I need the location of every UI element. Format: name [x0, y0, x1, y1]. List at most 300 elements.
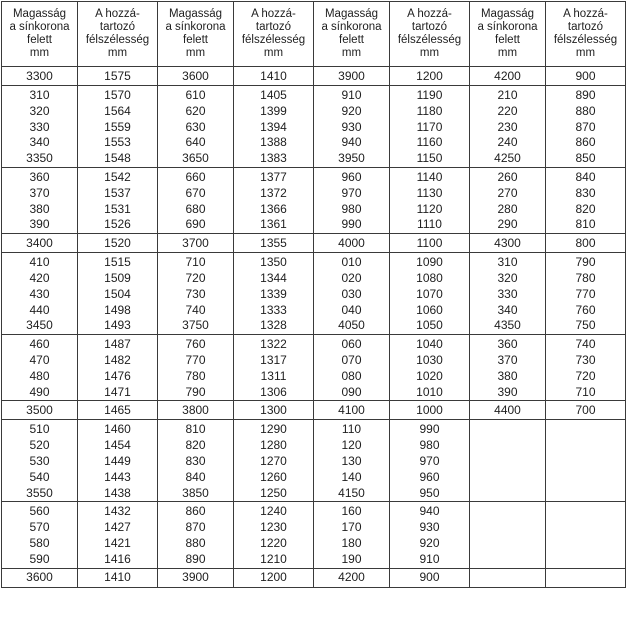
half-width-cell — [234, 234, 314, 253]
height-cell — [470, 67, 546, 86]
cell-value: 740 — [185, 302, 206, 317]
height-cell — [158, 234, 234, 253]
header-line: mm — [575, 47, 596, 59]
height-cell — [2, 401, 78, 420]
header-row — [2, 2, 626, 67]
table-row-group — [2, 502, 626, 568]
cell-value: 380 — [29, 201, 50, 216]
cell-value: 1010 — [416, 384, 443, 399]
cell-value: 580 — [29, 535, 50, 550]
cell-value: 520 — [29, 438, 50, 453]
cell-value: 1509 — [104, 270, 131, 285]
cell-value: 3800 — [182, 402, 209, 417]
cell-value: 900 — [419, 570, 440, 585]
cell-value: 4400 — [494, 402, 521, 417]
half-width-cell — [390, 167, 470, 233]
header-line: a sínkorona — [477, 21, 538, 33]
cell-value: 3850 — [182, 485, 209, 500]
height-cell — [470, 401, 546, 420]
cell-value: 960 — [419, 469, 440, 484]
table-row-group — [2, 335, 626, 401]
half-width-cell — [78, 234, 158, 253]
cell-value: 130 — [341, 453, 362, 468]
cell-value: 1438 — [104, 485, 131, 500]
header-line: a sínkorona — [9, 21, 70, 33]
cell-value: 160 — [341, 504, 362, 519]
cell-value: 830 — [185, 453, 206, 468]
cell-value: 990 — [419, 422, 440, 437]
header-line: Magasság — [324, 8, 379, 20]
cell-value: 230 — [497, 119, 518, 134]
cell-value: 1140 — [416, 169, 443, 184]
height-cell — [158, 420, 234, 502]
cell-value: 3900 — [182, 570, 209, 585]
cell-value: 830 — [575, 185, 596, 200]
cell-value: 1575 — [104, 68, 131, 83]
cell-value: 370 — [29, 185, 50, 200]
header-line: A hozzá- — [95, 8, 140, 20]
cell-value: 3400 — [26, 235, 53, 250]
cell-value: 970 — [341, 185, 362, 200]
height-cell — [470, 167, 546, 233]
cell-value: 940 — [419, 504, 440, 519]
cell-value: 4250 — [494, 151, 521, 166]
cell-value: 390 — [497, 384, 518, 399]
half-width-cell — [234, 86, 314, 168]
cell-value: 340 — [497, 302, 518, 317]
half-width-cell — [234, 502, 314, 568]
height-cell — [2, 234, 78, 253]
cell-value: 880 — [185, 535, 206, 550]
cell-value: 1300 — [260, 402, 287, 417]
cell-value: 1030 — [416, 352, 443, 367]
table-row-group — [2, 86, 626, 168]
cell-value: 720 — [185, 270, 206, 285]
header-line: tartozó — [99, 21, 136, 33]
table-row-milestone — [2, 67, 626, 86]
cell-value: 620 — [185, 103, 206, 118]
half-width-cell — [78, 67, 158, 86]
header-line: a sínkorona — [321, 21, 382, 33]
cell-value: 710 — [575, 384, 596, 399]
half-width-cell — [234, 568, 314, 587]
cell-value: 1388 — [260, 135, 287, 150]
cell-value: 920 — [341, 103, 362, 118]
cell-value: 170 — [341, 520, 362, 535]
cell-value: 3650 — [182, 151, 209, 166]
cell-value: 1421 — [104, 535, 131, 550]
cell-value: 010 — [341, 255, 362, 270]
header-line: A hozzá- — [563, 8, 608, 20]
cell-value: 1090 — [416, 255, 443, 270]
half-width-cell — [234, 167, 314, 233]
cell-value: 870 — [185, 520, 206, 535]
half-width-cell — [546, 86, 626, 168]
height-cell — [2, 86, 78, 168]
cell-value: 1333 — [260, 302, 287, 317]
cell-value: 1160 — [416, 135, 443, 150]
cell-value: 1180 — [416, 103, 443, 118]
cell-value: 1476 — [104, 368, 131, 383]
half-width-cell — [390, 335, 470, 401]
cell-value: 1460 — [104, 422, 131, 437]
cell-value: 140 — [341, 469, 362, 484]
cell-value: 090 — [341, 384, 362, 399]
half-width-cell — [78, 401, 158, 420]
cell-value: 1000 — [416, 402, 443, 417]
table-row-group — [2, 253, 626, 335]
cell-value: 910 — [341, 88, 362, 102]
cell-value: 3600 — [26, 570, 53, 585]
cell-value: 900 — [575, 68, 596, 83]
cell-value: 1280 — [260, 438, 287, 453]
half-width-cell — [546, 568, 626, 587]
header-half-width — [234, 2, 314, 67]
header-line: a sínkorona — [165, 21, 226, 33]
cell-value: 210 — [497, 88, 518, 102]
cell-value: 310 — [497, 255, 518, 270]
cell-value: 1311 — [260, 368, 287, 383]
table-row-group — [2, 420, 626, 502]
cell-value: 310 — [29, 88, 50, 102]
cell-value: 330 — [29, 119, 50, 134]
header-line: Magasság — [12, 8, 67, 20]
header-line: felett — [183, 34, 208, 46]
height-cell — [158, 86, 234, 168]
cell-value: 1361 — [260, 217, 287, 232]
cell-value: 930 — [341, 119, 362, 134]
cell-value: 1504 — [104, 286, 131, 301]
cell-value: 760 — [575, 302, 596, 317]
cell-value: 040 — [341, 302, 362, 317]
cell-value: 360 — [497, 337, 518, 352]
cell-value: 320 — [497, 270, 518, 285]
cell-value: 690 — [185, 217, 206, 232]
header-line: tartozó — [255, 21, 292, 33]
half-width-cell — [78, 253, 158, 335]
half-width-cell — [546, 67, 626, 86]
half-width-cell — [546, 167, 626, 233]
cell-value: 1060 — [416, 302, 443, 317]
header-line: mm — [263, 47, 284, 59]
cell-value: 1520 — [104, 235, 131, 250]
cell-value: 1200 — [416, 68, 443, 83]
cell-value: 4100 — [338, 402, 365, 417]
table-row-milestone — [2, 234, 626, 253]
height-cell — [314, 401, 390, 420]
cell-value: 340 — [29, 135, 50, 150]
cell-value: 850 — [575, 151, 596, 166]
cell-value: 710 — [185, 255, 206, 270]
header-line: felett — [27, 34, 52, 46]
half-width-cell — [546, 253, 626, 335]
height-cell — [2, 568, 78, 587]
cell-value: 1100 — [416, 235, 443, 250]
height-cell — [470, 234, 546, 253]
height-cell — [314, 86, 390, 168]
header-height — [158, 2, 234, 67]
cell-value: 510 — [29, 422, 50, 437]
cell-value: 3700 — [182, 235, 209, 250]
cell-value: 1355 — [260, 235, 287, 250]
cell-value: 1515 — [104, 255, 131, 270]
cell-value: 3600 — [182, 68, 209, 83]
cell-value: 1110 — [417, 217, 442, 232]
cell-value: 860 — [575, 135, 596, 150]
cell-value: 3350 — [26, 151, 53, 166]
cell-value: 4350 — [494, 318, 521, 333]
header-half-width — [78, 2, 158, 67]
height-cell — [314, 420, 390, 502]
cell-value: 470 — [29, 352, 50, 367]
cell-value: 330 — [497, 286, 518, 301]
cell-value: 3900 — [338, 68, 365, 83]
height-cell — [314, 568, 390, 587]
cell-value: 1383 — [260, 151, 287, 166]
cell-value: 1290 — [260, 422, 287, 437]
cell-value: 860 — [185, 504, 206, 519]
half-width-cell — [234, 253, 314, 335]
cell-value: 1328 — [260, 318, 287, 333]
half-width-cell — [546, 335, 626, 401]
half-width-cell — [78, 420, 158, 502]
half-width-cell — [390, 86, 470, 168]
cell-value: 1570 — [104, 88, 131, 102]
cell-value: 1190 — [416, 88, 443, 102]
cell-value: 1306 — [260, 384, 287, 399]
cell-value: 220 — [497, 103, 518, 118]
height-cell — [314, 335, 390, 401]
cell-value: 980 — [341, 201, 362, 216]
cell-value: 3750 — [182, 318, 209, 333]
cell-value: 1416 — [104, 551, 131, 566]
cell-value: 120 — [341, 438, 362, 453]
height-cell — [470, 568, 546, 587]
cell-value: 910 — [419, 551, 440, 566]
clearance-table — [1, 1, 626, 588]
half-width-cell — [78, 502, 158, 568]
cell-value: 080 — [341, 368, 362, 383]
cell-value: 1150 — [416, 151, 443, 166]
height-cell — [314, 502, 390, 568]
cell-value: 770 — [575, 286, 596, 301]
height-cell — [158, 167, 234, 233]
cell-value: 720 — [575, 368, 596, 383]
cell-value: 060 — [341, 337, 362, 352]
half-width-cell — [546, 234, 626, 253]
cell-value: 4000 — [338, 235, 365, 250]
cell-value: 1130 — [416, 185, 443, 200]
cell-value: 420 — [29, 270, 50, 285]
cell-value: 1250 — [260, 485, 287, 500]
cell-value: 780 — [185, 368, 206, 383]
cell-value: 1553 — [104, 135, 131, 150]
cell-value: 610 — [185, 88, 206, 102]
cell-value: 3300 — [26, 68, 53, 83]
half-width-cell — [234, 67, 314, 86]
header-line: mm — [419, 47, 440, 59]
height-cell — [158, 401, 234, 420]
header-line: tartozó — [411, 21, 448, 33]
half-width-cell — [390, 420, 470, 502]
cell-value: 360 — [29, 169, 50, 184]
header-line: Magasság — [168, 8, 223, 20]
cell-value: 810 — [185, 422, 206, 437]
cell-value: 4200 — [494, 68, 521, 83]
cell-value: 700 — [575, 402, 596, 417]
half-width-cell — [234, 335, 314, 401]
cell-value: 1427 — [104, 520, 131, 535]
cell-value: 1260 — [260, 469, 287, 484]
cell-value: 1454 — [104, 438, 131, 453]
cell-value: 750 — [575, 318, 596, 333]
cell-value: 020 — [341, 270, 362, 285]
cell-value: 820 — [575, 201, 596, 216]
header-line: mm — [107, 47, 128, 59]
header-line: A hozzá- — [251, 8, 296, 20]
height-cell — [470, 335, 546, 401]
cell-value: 1344 — [260, 270, 287, 285]
header-line: mm — [341, 47, 362, 59]
table-row-milestone — [2, 401, 626, 420]
header-height — [2, 2, 78, 67]
cell-value: 770 — [185, 352, 206, 367]
cell-value: 840 — [575, 169, 596, 184]
cell-value: 1050 — [416, 318, 443, 333]
cell-value: 4200 — [338, 570, 365, 585]
cell-value: 980 — [419, 438, 440, 453]
cell-value: 110 — [341, 422, 362, 437]
header-line: félszélesség — [397, 34, 462, 46]
cell-value: 1240 — [260, 504, 287, 519]
header-line: félszélesség — [241, 34, 306, 46]
cell-value: 590 — [29, 551, 50, 566]
cell-value: 660 — [185, 169, 206, 184]
height-cell — [158, 67, 234, 86]
cell-value: 4050 — [338, 318, 365, 333]
height-cell — [470, 502, 546, 568]
cell-value: 1487 — [104, 337, 131, 352]
half-width-cell — [546, 401, 626, 420]
cell-value: 1531 — [104, 201, 131, 216]
cell-value: 1366 — [260, 201, 287, 216]
cell-value: 480 — [29, 368, 50, 383]
cell-value: 1405 — [260, 88, 287, 102]
cell-value: 1220 — [260, 535, 287, 550]
cell-value: 190 — [341, 551, 362, 566]
half-width-cell — [234, 420, 314, 502]
cell-value: 320 — [29, 103, 50, 118]
half-width-cell — [390, 253, 470, 335]
cell-value: 560 — [29, 504, 50, 519]
cell-value: 1548 — [104, 151, 131, 166]
cell-value: 920 — [419, 535, 440, 550]
cell-value: 730 — [575, 352, 596, 367]
cell-value: 820 — [185, 438, 206, 453]
cell-value: 260 — [497, 169, 518, 184]
cell-value: 1537 — [104, 185, 131, 200]
cell-value: 990 — [341, 217, 362, 232]
header-line: Magasság — [480, 8, 535, 20]
cell-value: 740 — [575, 337, 596, 352]
height-cell — [470, 253, 546, 335]
cell-value: 180 — [341, 535, 362, 550]
cell-value: 630 — [185, 119, 206, 134]
height-cell — [2, 420, 78, 502]
cell-value: 1230 — [260, 520, 287, 535]
cell-value: 1170 — [416, 119, 443, 134]
cell-value: 1350 — [260, 255, 287, 270]
half-width-cell — [390, 234, 470, 253]
header-line: felett — [339, 34, 364, 46]
cell-value: 280 — [497, 201, 518, 216]
header-line: mm — [185, 47, 206, 59]
cell-value: 3450 — [26, 318, 53, 333]
height-cell — [314, 253, 390, 335]
half-width-cell — [78, 335, 158, 401]
table-row-milestone — [2, 568, 626, 587]
cell-value: 940 — [341, 135, 362, 150]
height-cell — [158, 253, 234, 335]
height-cell — [2, 335, 78, 401]
cell-value: 640 — [185, 135, 206, 150]
header-half-width — [546, 2, 626, 67]
cell-value: 030 — [341, 286, 362, 301]
height-cell — [470, 86, 546, 168]
cell-value: 1559 — [104, 119, 131, 134]
cell-value: 790 — [185, 384, 206, 399]
cell-value: 1322 — [260, 337, 287, 352]
cell-value: 1410 — [104, 570, 131, 585]
cell-value: 680 — [185, 201, 206, 216]
header-line: felett — [495, 34, 520, 46]
cell-value: 1200 — [260, 570, 287, 585]
height-cell — [158, 568, 234, 587]
cell-value: 540 — [29, 469, 50, 484]
height-cell — [158, 502, 234, 568]
height-cell — [2, 167, 78, 233]
cell-value: 4150 — [338, 485, 365, 500]
cell-value: 370 — [497, 352, 518, 367]
cell-value: 1410 — [260, 68, 287, 83]
cell-value: 870 — [575, 119, 596, 134]
cell-value: 1542 — [104, 169, 131, 184]
cell-value: 890 — [185, 551, 206, 566]
cell-value: 3950 — [338, 151, 365, 166]
half-width-cell — [234, 401, 314, 420]
cell-value: 070 — [341, 352, 362, 367]
cell-value: 1432 — [104, 504, 131, 519]
cell-value: 1020 — [416, 368, 443, 383]
table-row-group — [2, 167, 626, 233]
cell-value: 810 — [575, 217, 596, 232]
half-width-cell — [78, 86, 158, 168]
half-width-cell — [546, 502, 626, 568]
cell-value: 290 — [497, 217, 518, 232]
cell-value: 800 — [575, 235, 596, 250]
cell-value: 760 — [185, 337, 206, 352]
cell-value: 1564 — [104, 103, 131, 118]
cell-value: 1080 — [416, 270, 443, 285]
cell-value: 390 — [29, 217, 50, 232]
height-cell — [2, 67, 78, 86]
cell-value: 3500 — [26, 402, 53, 417]
half-width-cell — [390, 568, 470, 587]
height-cell — [314, 67, 390, 86]
cell-value: 730 — [185, 286, 206, 301]
header-half-width — [390, 2, 470, 67]
cell-value: 530 — [29, 453, 50, 468]
